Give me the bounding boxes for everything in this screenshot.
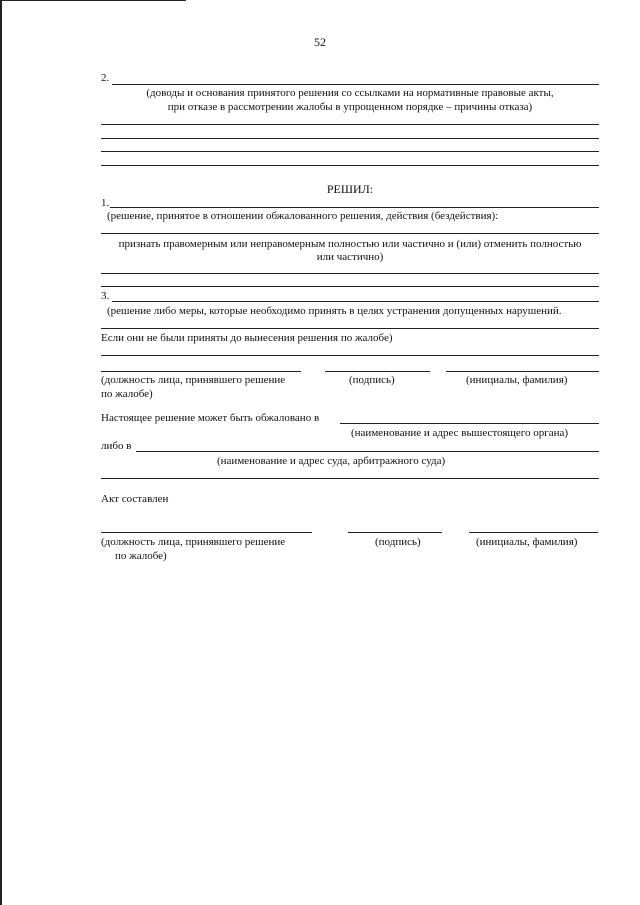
or-text: либо в xyxy=(101,440,132,452)
signature-line xyxy=(348,532,442,533)
appeal-fill-line xyxy=(340,423,599,424)
sig1-position-label: (должность лица, принявшего решение xyxy=(101,374,286,386)
blank-line xyxy=(101,478,599,479)
blank-line xyxy=(101,165,599,166)
or-caption: (наименование и адрес суда, арбитражного суда) xyxy=(217,455,446,467)
position-signature-line xyxy=(101,371,301,372)
page-number: 52 xyxy=(314,35,326,49)
blank-line xyxy=(101,328,599,329)
sig1-initials-label: (инициалы, фамилия) xyxy=(466,374,568,386)
initials-signature-line xyxy=(446,371,599,372)
item3-caption: (решение либо меры, которые необходимо принять в целях устранения допущенных нарушений. xyxy=(107,305,562,317)
sig2-position-label-cont: по жалобе) xyxy=(115,550,167,562)
sig2-initials-label: (инициалы, фамилия) xyxy=(476,536,578,548)
item2-caption-line2: при отказе в рассмотрении жалобы в упрощенном порядке – причины отказа) xyxy=(167,101,533,113)
signature-line xyxy=(325,371,430,372)
blank-line xyxy=(101,273,599,274)
blank-line xyxy=(101,124,599,125)
sig2-position-label: (должность лица, принявшего решение xyxy=(101,536,286,548)
blank-line xyxy=(101,138,599,139)
item1-number: 1. xyxy=(101,197,110,209)
item1-caption: (решение, принятое в отношении обжалованного решения, действия (бездействия): xyxy=(107,210,499,222)
scan-edge-top xyxy=(0,0,186,1)
item3-fill-line xyxy=(112,301,599,302)
sig2-signature-label: (подпись) xyxy=(375,536,421,548)
scan-edge-left xyxy=(0,0,2,905)
or-fill-line xyxy=(136,451,599,452)
act-text: Акт составлен xyxy=(101,493,169,505)
appeal-text: Настоящее решение может быть обжаловано в xyxy=(101,412,320,424)
item3-caption-cont: Если они не были приняты до вынесения решения по жалобе) xyxy=(101,332,393,344)
position-signature-line xyxy=(101,532,312,533)
sig1-position-label-cont: по жалобе) xyxy=(101,388,153,400)
sig1-signature-label: (подпись) xyxy=(349,374,395,386)
item2-fill-line xyxy=(112,84,599,85)
item2-caption-line1: (доводы и основания принятого решения со ссылками на нормативные правовые акты, xyxy=(146,87,554,99)
blank-line xyxy=(101,355,599,356)
appeal-caption: (наименование и адрес вышестоящего органа) xyxy=(351,427,569,439)
initials-signature-line xyxy=(469,532,598,533)
item1-caption-cont-line2: или частично) xyxy=(316,251,384,263)
blank-line xyxy=(101,286,599,287)
item3-number: 3. xyxy=(101,290,110,302)
blank-line xyxy=(101,233,599,234)
decision-heading: РЕШИЛ: xyxy=(326,182,374,196)
blank-line xyxy=(101,151,599,152)
item1-fill-line xyxy=(110,207,599,208)
item1-caption-cont-line1: признать правомерным или неправомерным полностью или частично и (или) отменить полностью xyxy=(118,238,582,250)
item2-number: 2. xyxy=(101,72,110,84)
